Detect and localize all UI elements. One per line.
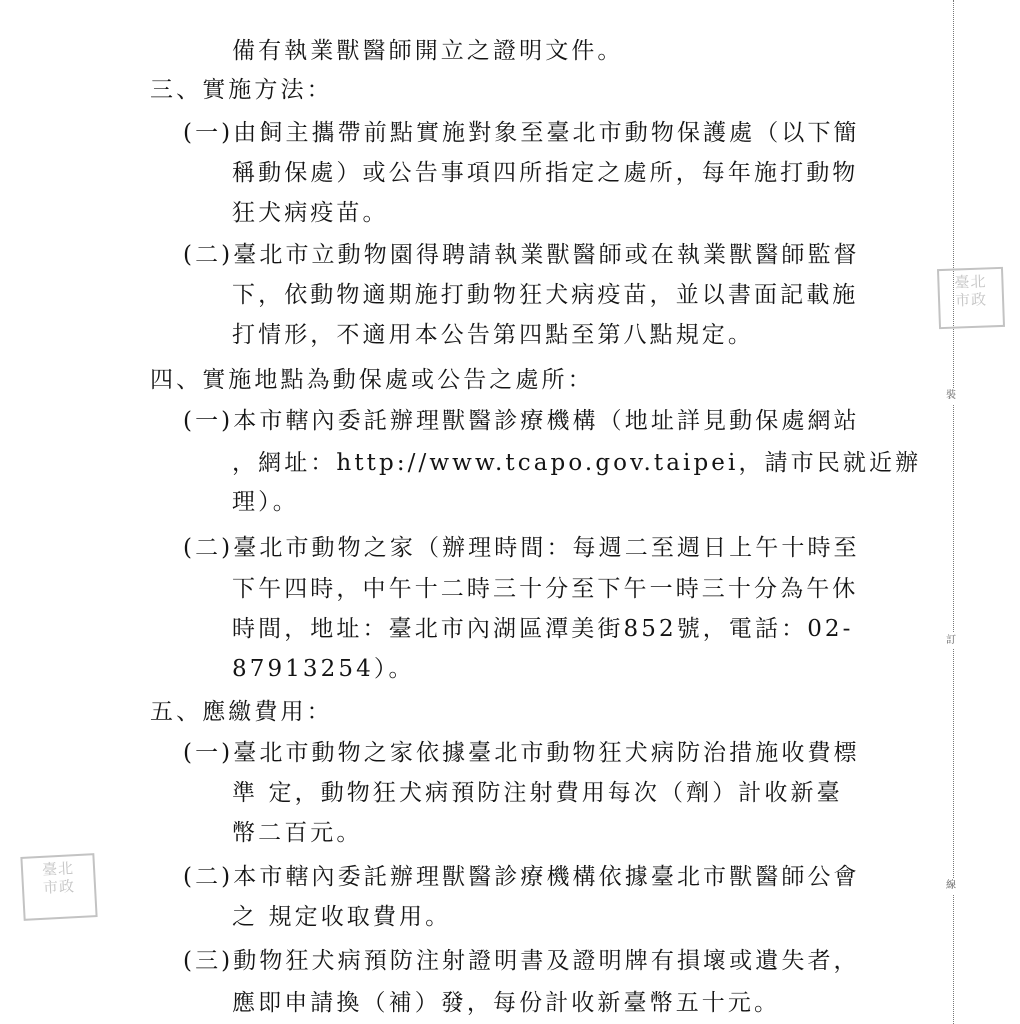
text-line: 87913254）。: [232, 656, 415, 682]
list-item-5-3: (三)動物狂犬病預防注射證明書及證明牌有損壞或遺失者，: [183, 948, 860, 974]
text-line: 準 定，動物狂犬病預防注射費用每次（劑）計收新臺: [232, 780, 843, 806]
text-line: 應即申請換（補）發，每份計收新臺幣五十元。: [232, 990, 781, 1016]
binding-char-xian: 線: [946, 878, 956, 894]
list-item-5-2: (二)本市轄內委託辦理獸醫診療機構依據臺北市獸醫師公會: [183, 864, 860, 890]
section-heading-5: 五、應繳費用：: [150, 699, 333, 725]
seal-stamp-left: 臺北 市政: [20, 853, 97, 921]
text-line: 之 規定收取費用。: [232, 904, 452, 930]
text-line: 打情形，不適用本公告第四點至第八點規定。: [232, 322, 754, 348]
list-item-3-2: (二)臺北市立動物園得聘請執業獸醫師或在執業獸醫師監督: [183, 242, 860, 268]
binding-line: [953, 0, 954, 1024]
section-heading-3: 三、實施方法：: [150, 77, 333, 103]
binding-char-ding: 訂: [946, 633, 956, 649]
list-item-4-2: (二)臺北市動物之家（辦理時間：每週二至週日上午十時至: [183, 535, 860, 561]
list-item-5-1: (一)臺北市動物之家依據臺北市動物狂犬病防治措施收費標: [183, 740, 860, 766]
list-item-4-1: (一)本市轄內委託辦理獸醫診療機構（地址詳見動保處網站: [183, 408, 860, 434]
section-heading-4: 四、實施地點為動保處或公告之處所：: [150, 367, 594, 393]
text-line: 理）。: [232, 489, 299, 515]
seal-stamp-right: 臺北 市政: [937, 267, 1005, 329]
text-line: 稱動保處）或公告事項四所指定之處所，每年施打動物: [232, 160, 859, 186]
text-line: 下午四時，中午十二時三十分至下午一時三十分為午休: [232, 576, 859, 602]
text-line: 狂犬病疫苗。: [232, 200, 389, 226]
text-line: ，網址：http://www.tcapo.gov.taipei，請市民就近辦: [232, 450, 922, 476]
list-item-3-1: (一)由飼主攜帶前點實施對象至臺北市動物保護處（以下簡: [183, 120, 860, 146]
text-line: 下，依動物適期施打動物狂犬病疫苗，並以書面記載施: [232, 282, 859, 308]
text-line: 備有執業獸醫師開立之證明文件。: [232, 38, 624, 64]
binding-char-zhuang: 裝: [946, 388, 956, 404]
text-line: 幣二百元。: [232, 820, 363, 846]
text-line: 時間，地址：臺北市內湖區潭美街852號，電話：02-: [232, 616, 854, 642]
